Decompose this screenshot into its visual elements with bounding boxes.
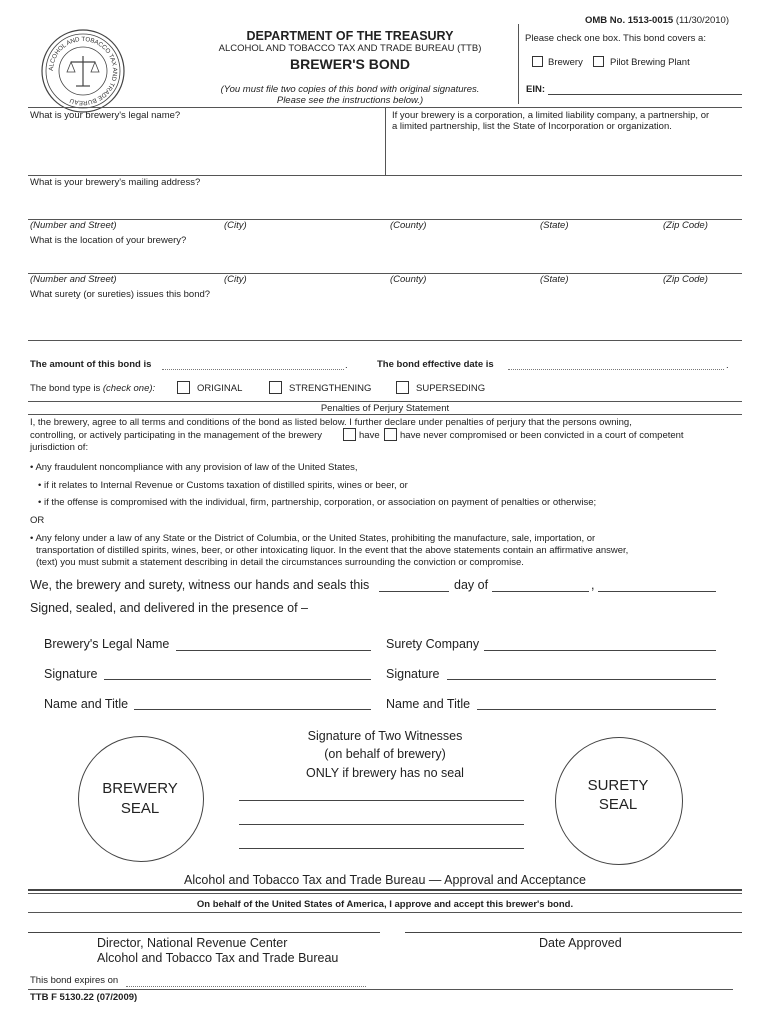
witness-3-signature-field[interactable] bbox=[239, 848, 524, 849]
bullet-compromise: • if the offense is compromised with the individual, firm, partnership, corporation, or association on payment of penalties or otherwise; bbox=[38, 497, 597, 508]
expires-label: This bond expires on bbox=[30, 975, 119, 986]
incorporation-state-field[interactable] bbox=[392, 135, 740, 173]
bond-type-label: The bond type is (check one): bbox=[30, 383, 156, 394]
surety-field[interactable] bbox=[30, 302, 740, 338]
original-checkbox[interactable] bbox=[177, 381, 190, 394]
director-signature-field[interactable] bbox=[28, 932, 380, 933]
location-street-hint: (Number and Street) bbox=[30, 274, 117, 285]
form-id: TTB F 5130.22 (07/2009) bbox=[30, 992, 138, 1003]
signed-sealed-text: Signed, sealed, and delivered in the presence of – bbox=[30, 601, 308, 615]
pilot-plant-option-label: Pilot Brewing Plant bbox=[610, 57, 690, 68]
month-field[interactable] bbox=[492, 591, 589, 592]
form-title: BREWER'S BOND bbox=[290, 56, 410, 72]
bullet-fraud: • Any fraudulent noncompliance with any provision of law of the United States, bbox=[30, 462, 358, 473]
mailing-state-hint: (State) bbox=[540, 220, 569, 231]
effective-date-field[interactable] bbox=[508, 369, 724, 370]
brewery-seal-circle bbox=[78, 736, 204, 862]
only-if-no-seal-label: ONLY if brewery has no seal bbox=[306, 766, 464, 780]
bullet-felony-1: • Any felony under a law of any State or the District of Columbia, or the United States, prohibiting the manufacture, sale, importation, or bbox=[30, 533, 596, 544]
check-prompt: Please check one box. This bond covers a: bbox=[525, 33, 706, 44]
approval-statement: On behalf of the United States of America, I approve and accept this brewer's bond. bbox=[196, 899, 574, 910]
surety-seal-text-1: SURETY bbox=[587, 777, 649, 794]
brewery-name-field[interactable] bbox=[176, 650, 371, 651]
copies-note: (You must file two copies of this bond with original signatures. bbox=[220, 84, 480, 95]
bureau-title: ALCOHOL AND TOBACCO TAX AND TRADE BUREAU (TTB) bbox=[218, 43, 482, 54]
location-label: What is the location of your brewery? bbox=[30, 235, 187, 246]
mailing-address-label: What is your brewery's mailing address? bbox=[30, 177, 201, 188]
on-behalf-label: (on behalf of brewery) bbox=[324, 747, 446, 761]
bullet-revenue: • if it relates to Internal Revenue or Customs taxation of distilled spirits, wines or beer, or bbox=[38, 480, 408, 491]
perjury-paragraph-2: controlling, or actively participating in the management of the brewery bbox=[30, 430, 323, 441]
surety-seal-text-2: SEAL bbox=[598, 796, 638, 813]
amount-label: The amount of this bond is bbox=[30, 359, 152, 370]
strengthening-checkbox[interactable] bbox=[269, 381, 282, 394]
mailing-county-hint: (County) bbox=[390, 220, 427, 231]
surety-name-title-field[interactable] bbox=[477, 709, 716, 710]
surety-signature-field[interactable] bbox=[447, 679, 716, 680]
expires-field[interactable] bbox=[126, 986, 366, 987]
superseding-label: SUPERSEDING bbox=[416, 383, 486, 394]
ein-label: EIN: bbox=[526, 84, 545, 95]
incorporation-note-1: If your brewery is a corporation, a limited liability company, a partnership, or bbox=[392, 110, 710, 121]
brewery-checkbox[interactable] bbox=[532, 56, 543, 67]
date-approved-field[interactable] bbox=[405, 932, 742, 933]
brewery-name-title-label: Name and Title bbox=[44, 697, 129, 711]
superseding-checkbox[interactable] bbox=[396, 381, 409, 394]
director-title-2: Alcohol and Tobacco Tax and Trade Bureau bbox=[97, 951, 339, 965]
director-title-1: Director, National Revenue Center bbox=[97, 936, 288, 950]
pilot-plant-checkbox[interactable] bbox=[593, 56, 604, 67]
department-title: DEPARTMENT OF THE TREASURY bbox=[246, 29, 454, 43]
day-field[interactable] bbox=[379, 591, 449, 592]
approval-heading: Alcohol and Tobacco Tax and Trade Bureau — Approval and Acceptance bbox=[184, 873, 586, 887]
year-field[interactable] bbox=[598, 591, 716, 592]
location-county-hint: (County) bbox=[390, 274, 427, 285]
legal-name-label: What is your brewery's legal name? bbox=[30, 110, 181, 121]
brewery-option-label: Brewery bbox=[548, 57, 583, 68]
mailing-city-hint: (City) bbox=[224, 220, 247, 231]
mailing-zip-hint: (Zip Code) bbox=[663, 220, 708, 231]
surety-signature-label: Signature bbox=[386, 667, 440, 681]
witness-1-signature-field[interactable] bbox=[239, 800, 524, 801]
svg-text:ALCOHOL AND TOBACCO TAX AND TR: ALCOHOL AND TOBACCO TAX AND TRADE BUREAU bbox=[47, 35, 119, 107]
surety-name-title-label: Name and Title bbox=[386, 697, 471, 711]
mailing-street-hint: (Number and Street) bbox=[30, 220, 117, 231]
two-witnesses-label: Signature of Two Witnesses bbox=[307, 729, 463, 743]
surety-label: What surety (or sureties) issues this bond? bbox=[30, 289, 211, 300]
brewery-signature-field[interactable] bbox=[104, 679, 371, 680]
surety-company-label: Surety Company bbox=[386, 637, 480, 651]
brewery-name-title-field[interactable] bbox=[134, 709, 371, 710]
bullet-felony-2: transportation of distilled spirits, wines, beer, or other intoxicating liquor. In the event that the above statements contain an affirmative answer, bbox=[36, 545, 629, 556]
ein-field[interactable] bbox=[548, 94, 742, 95]
effective-date-label: The bond effective date is bbox=[377, 359, 494, 370]
have-checkbox[interactable] bbox=[343, 428, 356, 441]
perjury-heading: Penalties of Perjury Statement bbox=[320, 403, 450, 414]
witness-2-signature-field[interactable] bbox=[239, 824, 524, 825]
date-approved-label: Date Approved bbox=[539, 936, 622, 950]
surety-company-field[interactable] bbox=[484, 650, 716, 651]
brewery-seal-text-2: SEAL bbox=[120, 800, 160, 817]
strengthening-label: STRENGTHENING bbox=[289, 383, 372, 394]
perjury-paragraph-3: jurisdiction of: bbox=[30, 442, 89, 453]
have-label: have bbox=[359, 430, 380, 441]
have-never-checkbox[interactable] bbox=[384, 428, 397, 441]
ttb-seal-icon bbox=[40, 28, 126, 114]
brewery-signature-label: Signature bbox=[44, 667, 98, 681]
mailing-address-field[interactable] bbox=[30, 190, 740, 218]
location-zip-hint: (Zip Code) bbox=[663, 274, 708, 285]
location-city-hint: (City) bbox=[224, 274, 247, 285]
perjury-paragraph-1: I, the brewery, agree to all terms and conditions of the bond as listed below. I further declare under penalties of perjury that the persons owning, bbox=[30, 417, 632, 428]
amount-field[interactable] bbox=[162, 369, 344, 370]
instructions-note: Please see the instructions below.) bbox=[276, 95, 424, 106]
witness-statement: We, the brewery and surety, witness our hands and seals this bbox=[30, 578, 370, 592]
day-of-label: day of bbox=[454, 578, 489, 592]
have-never-label: have never compromised or been convicted in a court of competent bbox=[400, 430, 684, 441]
legal-name-field[interactable] bbox=[30, 123, 382, 173]
location-state-hint: (State) bbox=[540, 274, 569, 285]
incorporation-note-2: a limited partnership, list the State of Incorporation or organization. bbox=[392, 121, 672, 132]
or-text: OR bbox=[30, 515, 45, 526]
original-label: ORIGINAL bbox=[197, 383, 243, 394]
location-field[interactable] bbox=[30, 248, 740, 272]
bullet-felony-3: (text) you must submit a statement describing in detail the circumstances surrounding the conviction or compromise. bbox=[36, 557, 524, 568]
omb-number: OMB No. 1513-0015 (11/30/2010) bbox=[585, 15, 729, 26]
brewery-seal-text-1: BREWERY bbox=[102, 780, 178, 797]
brewery-name-label: Brewery's Legal Name bbox=[44, 637, 170, 651]
